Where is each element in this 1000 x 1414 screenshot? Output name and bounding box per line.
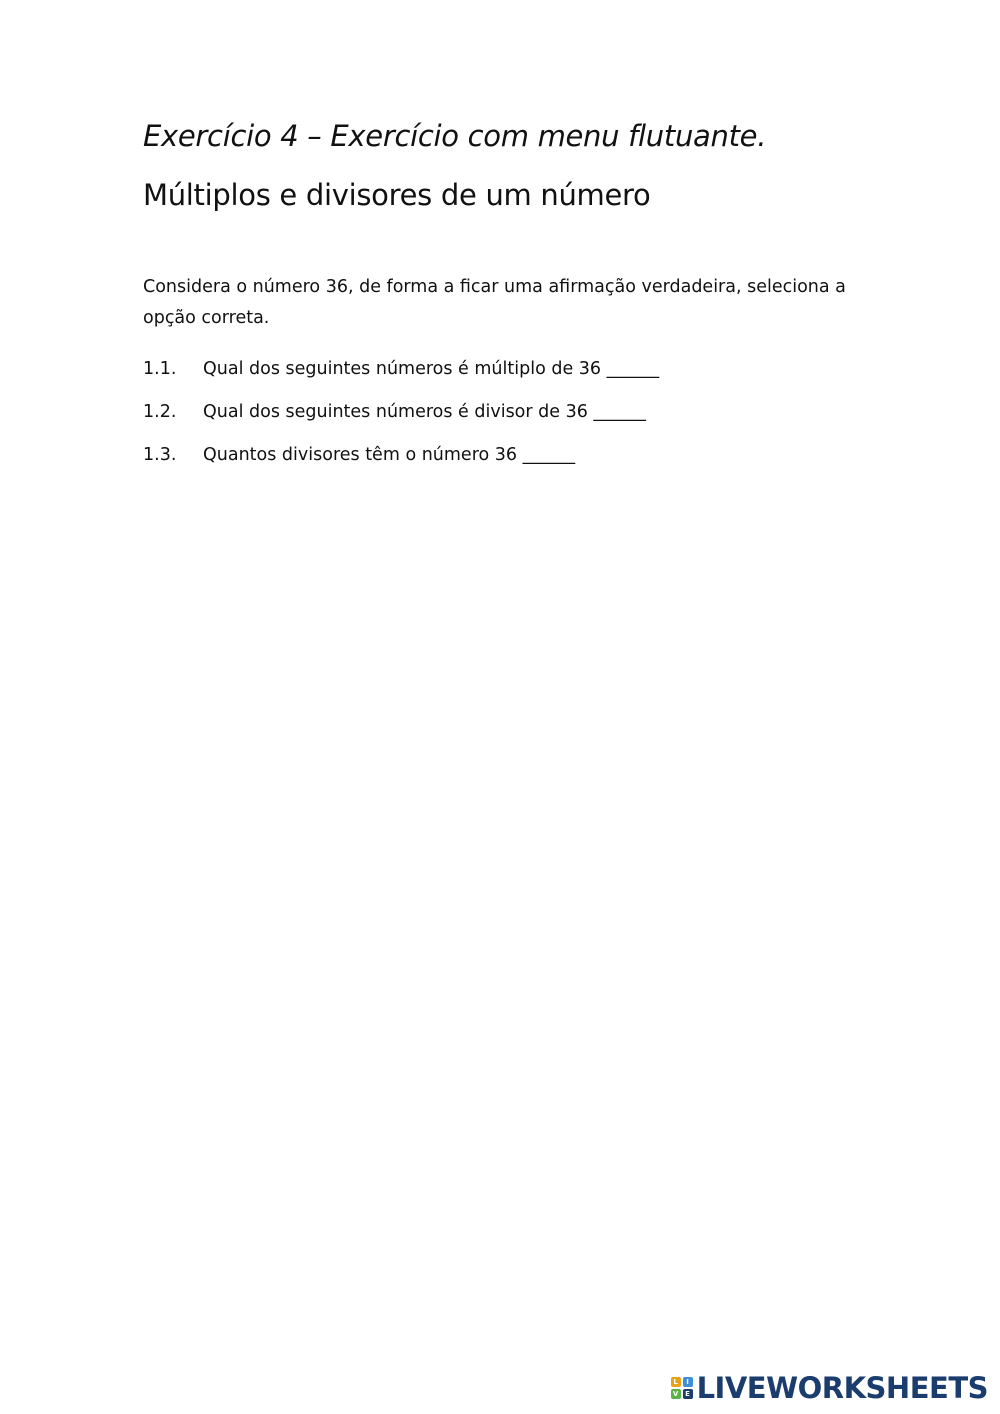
exercise-title: Exercício 4 – Exercício com menu flutuante. [143,119,767,153]
question-list [143,347,863,476]
question-item [143,390,863,433]
logo-cell-e: E [683,1389,693,1399]
logo-wordmark: LIVEWORKSHEETS [696,1371,988,1405]
instruction-text: Considera o número 36, de forma a ficar uma afirmação verdadeira, seleciona a opção correta. [143,277,846,328]
question-number: 1.1. [143,358,177,379]
logo-cell-v: V [671,1389,681,1399]
logo-cell-i: I [683,1377,693,1387]
question-text[interactable]: Qual dos seguintes números é divisor de 36 ______ [203,401,646,422]
question-number: 1.3. [143,444,177,465]
question-text[interactable]: Quantos divisores têm o número 36 ______ [203,444,576,465]
question-number: 1.2. [143,401,177,422]
liveworksheets-logo [671,1371,988,1405]
logo-cell-l: L [671,1377,681,1387]
question-item [143,347,863,390]
question-text[interactable]: Qual dos seguintes números é múltiplo de 36 ______ [203,358,660,379]
logo-mark-icon [671,1377,693,1399]
exercise-subtitle: Múltiplos e divisores de um número [143,178,651,212]
question-item [143,433,863,476]
